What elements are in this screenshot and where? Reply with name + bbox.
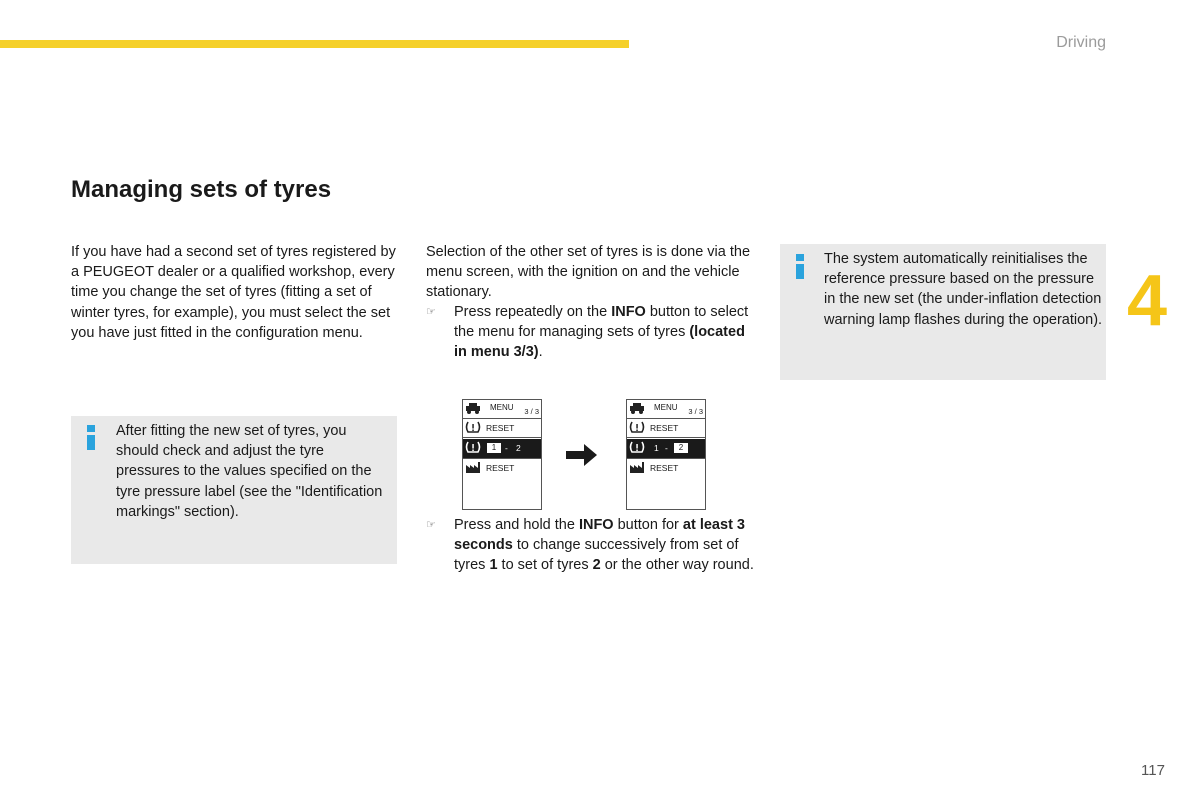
info-box-tyre-pressure [71, 416, 397, 564]
right-arrow-icon [566, 443, 598, 467]
header-accent-bar [0, 40, 629, 48]
screen-menu-row: MENU 3 / 3 [463, 400, 541, 419]
tyre-pressure-icon [465, 440, 481, 454]
car-menu-icon [629, 401, 645, 415]
screen-tyre-set-row: 1 - 2 [463, 439, 541, 458]
page-title: Managing sets of tyres [71, 176, 332, 203]
display-screen-before [462, 399, 542, 510]
pointer-bullet-icon: ☞ [426, 519, 436, 531]
tyre-set-1: 1 [654, 443, 659, 453]
screen-tyre-set-row: 1 - 2 [627, 439, 705, 458]
tyre-set-2: 2 [516, 443, 521, 453]
intro-paragraph: If you have had a second set of tyres registered by a PEUGEOT dealer or a qualified workshop, every time you change the set of tyres (fitting a set of winter tyres, for example), you must select the set you have just fitted in the configuration menu. [71, 244, 396, 341]
tyre-set-1-selected: 1 [487, 443, 501, 453]
factory-icon [465, 460, 481, 474]
car-menu-icon [465, 401, 481, 415]
chapter-number: 4 [1127, 261, 1168, 341]
factory-icon [629, 460, 645, 474]
display-screen-after [626, 399, 706, 510]
selection-paragraph: Selection of the other set of tyres is is done via the menu screen, with the ignition on and the vehicle stationary. [426, 244, 751, 301]
pointer-bullet-icon: ☞ [426, 306, 436, 318]
info-box-text: After fitting the new set of tyres, you should check and adjust the tyre pressures to the values specified on the tyre pressure label (see the "Identification markings" section). [116, 423, 383, 520]
page-number: 117 [1141, 762, 1165, 779]
tyre-pressure-icon [629, 440, 645, 454]
screen-reset-row: RESET [627, 419, 705, 438]
info-box-text: The system automatically reinitialises the reference pressure based on the pressure in the new set (the under-inflation detection warning lamp flashes during the operation). [824, 251, 1103, 328]
tyre-pressure-icon [465, 420, 481, 434]
instruction-step-1: ☞ Press repeatedly on the INFO button to select the menu for managing sets of tyres (located in menu 3/3). [426, 304, 749, 361]
screen-reset-row: RESET [627, 458, 705, 477]
screen-menu-row: MENU 3 / 3 [627, 400, 705, 419]
info-box-reinitialise [780, 244, 1106, 380]
tyre-pressure-icon [629, 420, 645, 434]
screen-reset-row: RESET [463, 419, 541, 438]
instruction-step-2: ☞ Press and hold the INFO button for at least 3 seconds to change successively from set of tyres 1 to set of tyres 2 or the other way round. [426, 517, 754, 574]
section-name: Driving [1056, 34, 1106, 51]
tyre-set-2-selected: 2 [674, 443, 688, 453]
screen-reset-row: RESET [463, 458, 541, 477]
